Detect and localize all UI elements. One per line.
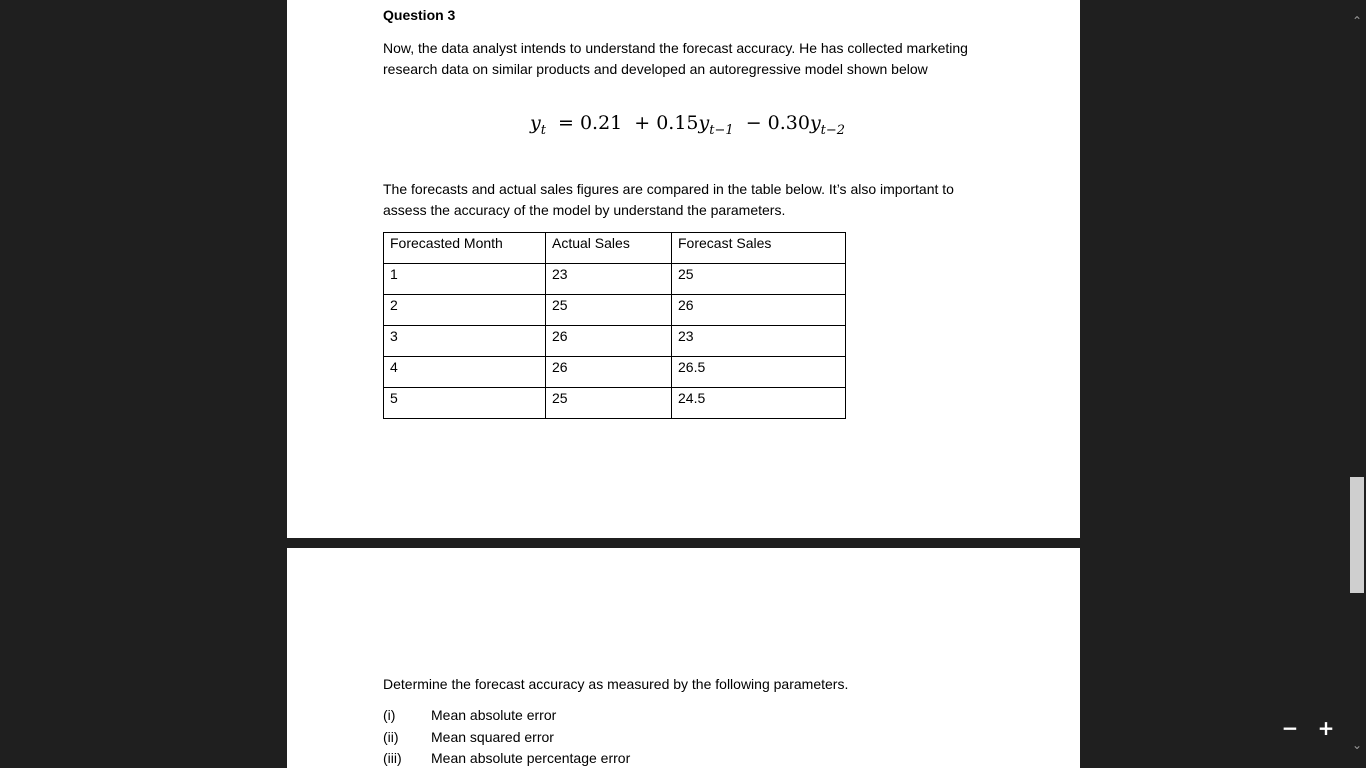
list-item-number: (iii) bbox=[383, 750, 402, 766]
eq-lhs-var: y bbox=[530, 112, 541, 134]
table-cell: 26 bbox=[672, 295, 846, 326]
table-header-row bbox=[384, 233, 846, 264]
scroll-down-icon[interactable]: ⌄ bbox=[1351, 738, 1363, 752]
intro-paragraph: Now, the data analyst intends to understand the forecast accuracy. He has collected marketing research data on similar products and developed an autoregressive model shown below bbox=[383, 40, 968, 77]
table-cell: 5 bbox=[384, 388, 546, 419]
table-header-cell: Forecast Sales bbox=[672, 233, 846, 264]
list-item-text: Mean absolute percentage error bbox=[431, 750, 631, 766]
table-cell: 26 bbox=[546, 326, 672, 357]
instruction-paragraph: Determine the forecast accuracy as measured by the following parameters. bbox=[383, 676, 849, 692]
document-page-1 bbox=[287, 0, 1080, 538]
table-header-cell: Forecasted Month bbox=[384, 233, 546, 264]
table-cell: 23 bbox=[546, 264, 672, 295]
scroll-up-icon[interactable]: ⌃ bbox=[1351, 14, 1363, 28]
table-cell: 2 bbox=[384, 295, 546, 326]
table-cell: 26.5 bbox=[672, 357, 846, 388]
eq-coef1: 0.15 bbox=[656, 112, 699, 134]
eq-var2: y bbox=[809, 112, 821, 134]
table-row bbox=[384, 264, 846, 295]
table-cell: 25 bbox=[546, 295, 672, 326]
eq-constant: 0.21 bbox=[579, 112, 623, 134]
table-row bbox=[384, 388, 846, 419]
table-cell: 25 bbox=[546, 388, 672, 419]
eq-sub2: t−2 bbox=[820, 123, 846, 138]
list-item-number: (i) bbox=[383, 707, 396, 723]
question-title: Question 3 bbox=[383, 7, 456, 23]
parameter-list bbox=[383, 705, 630, 768]
table-cell: 3 bbox=[384, 326, 546, 357]
list-item bbox=[383, 748, 630, 768]
zoom-out-button[interactable]: − bbox=[1281, 716, 1299, 740]
table-cell: 1 bbox=[384, 264, 546, 295]
zoom-in-button[interactable]: + bbox=[1317, 716, 1335, 740]
eq-minus: − bbox=[745, 112, 762, 134]
eq-lhs-sub: t bbox=[540, 123, 546, 138]
eq-coef2: 0.30 bbox=[767, 112, 810, 134]
table-header-cell: Actual Sales bbox=[546, 233, 672, 264]
list-item bbox=[383, 705, 630, 727]
table-intro-paragraph: The forecasts and actual sales figures are compared in the table below. It’s also important to assess the accuracy of the model by understand the parameters. bbox=[383, 181, 954, 218]
eq-plus: + bbox=[634, 112, 651, 134]
table-cell: 25 bbox=[672, 264, 846, 295]
autoregressive-equation bbox=[530, 112, 845, 138]
table-cell: 4 bbox=[384, 357, 546, 388]
table-row bbox=[384, 326, 846, 357]
sales-table bbox=[383, 232, 846, 419]
list-item bbox=[383, 727, 630, 749]
list-item-number: (ii) bbox=[383, 728, 399, 745]
table-cell: 24.5 bbox=[672, 388, 846, 419]
scrollbar-thumb[interactable] bbox=[1350, 477, 1364, 593]
eq-equals: = bbox=[558, 112, 574, 134]
table-row bbox=[384, 295, 846, 326]
eq-var1: y bbox=[698, 112, 710, 134]
document-page-2 bbox=[287, 548, 1080, 768]
table-cell: 23 bbox=[672, 326, 846, 357]
table-row bbox=[384, 357, 846, 388]
list-item-text: Mean squared error bbox=[431, 728, 554, 745]
table-cell: 26 bbox=[546, 357, 672, 388]
list-item-text: Mean absolute error bbox=[431, 707, 557, 723]
eq-sub1: t−1 bbox=[709, 123, 734, 138]
vertical-scrollbar[interactable] bbox=[1348, 0, 1366, 768]
